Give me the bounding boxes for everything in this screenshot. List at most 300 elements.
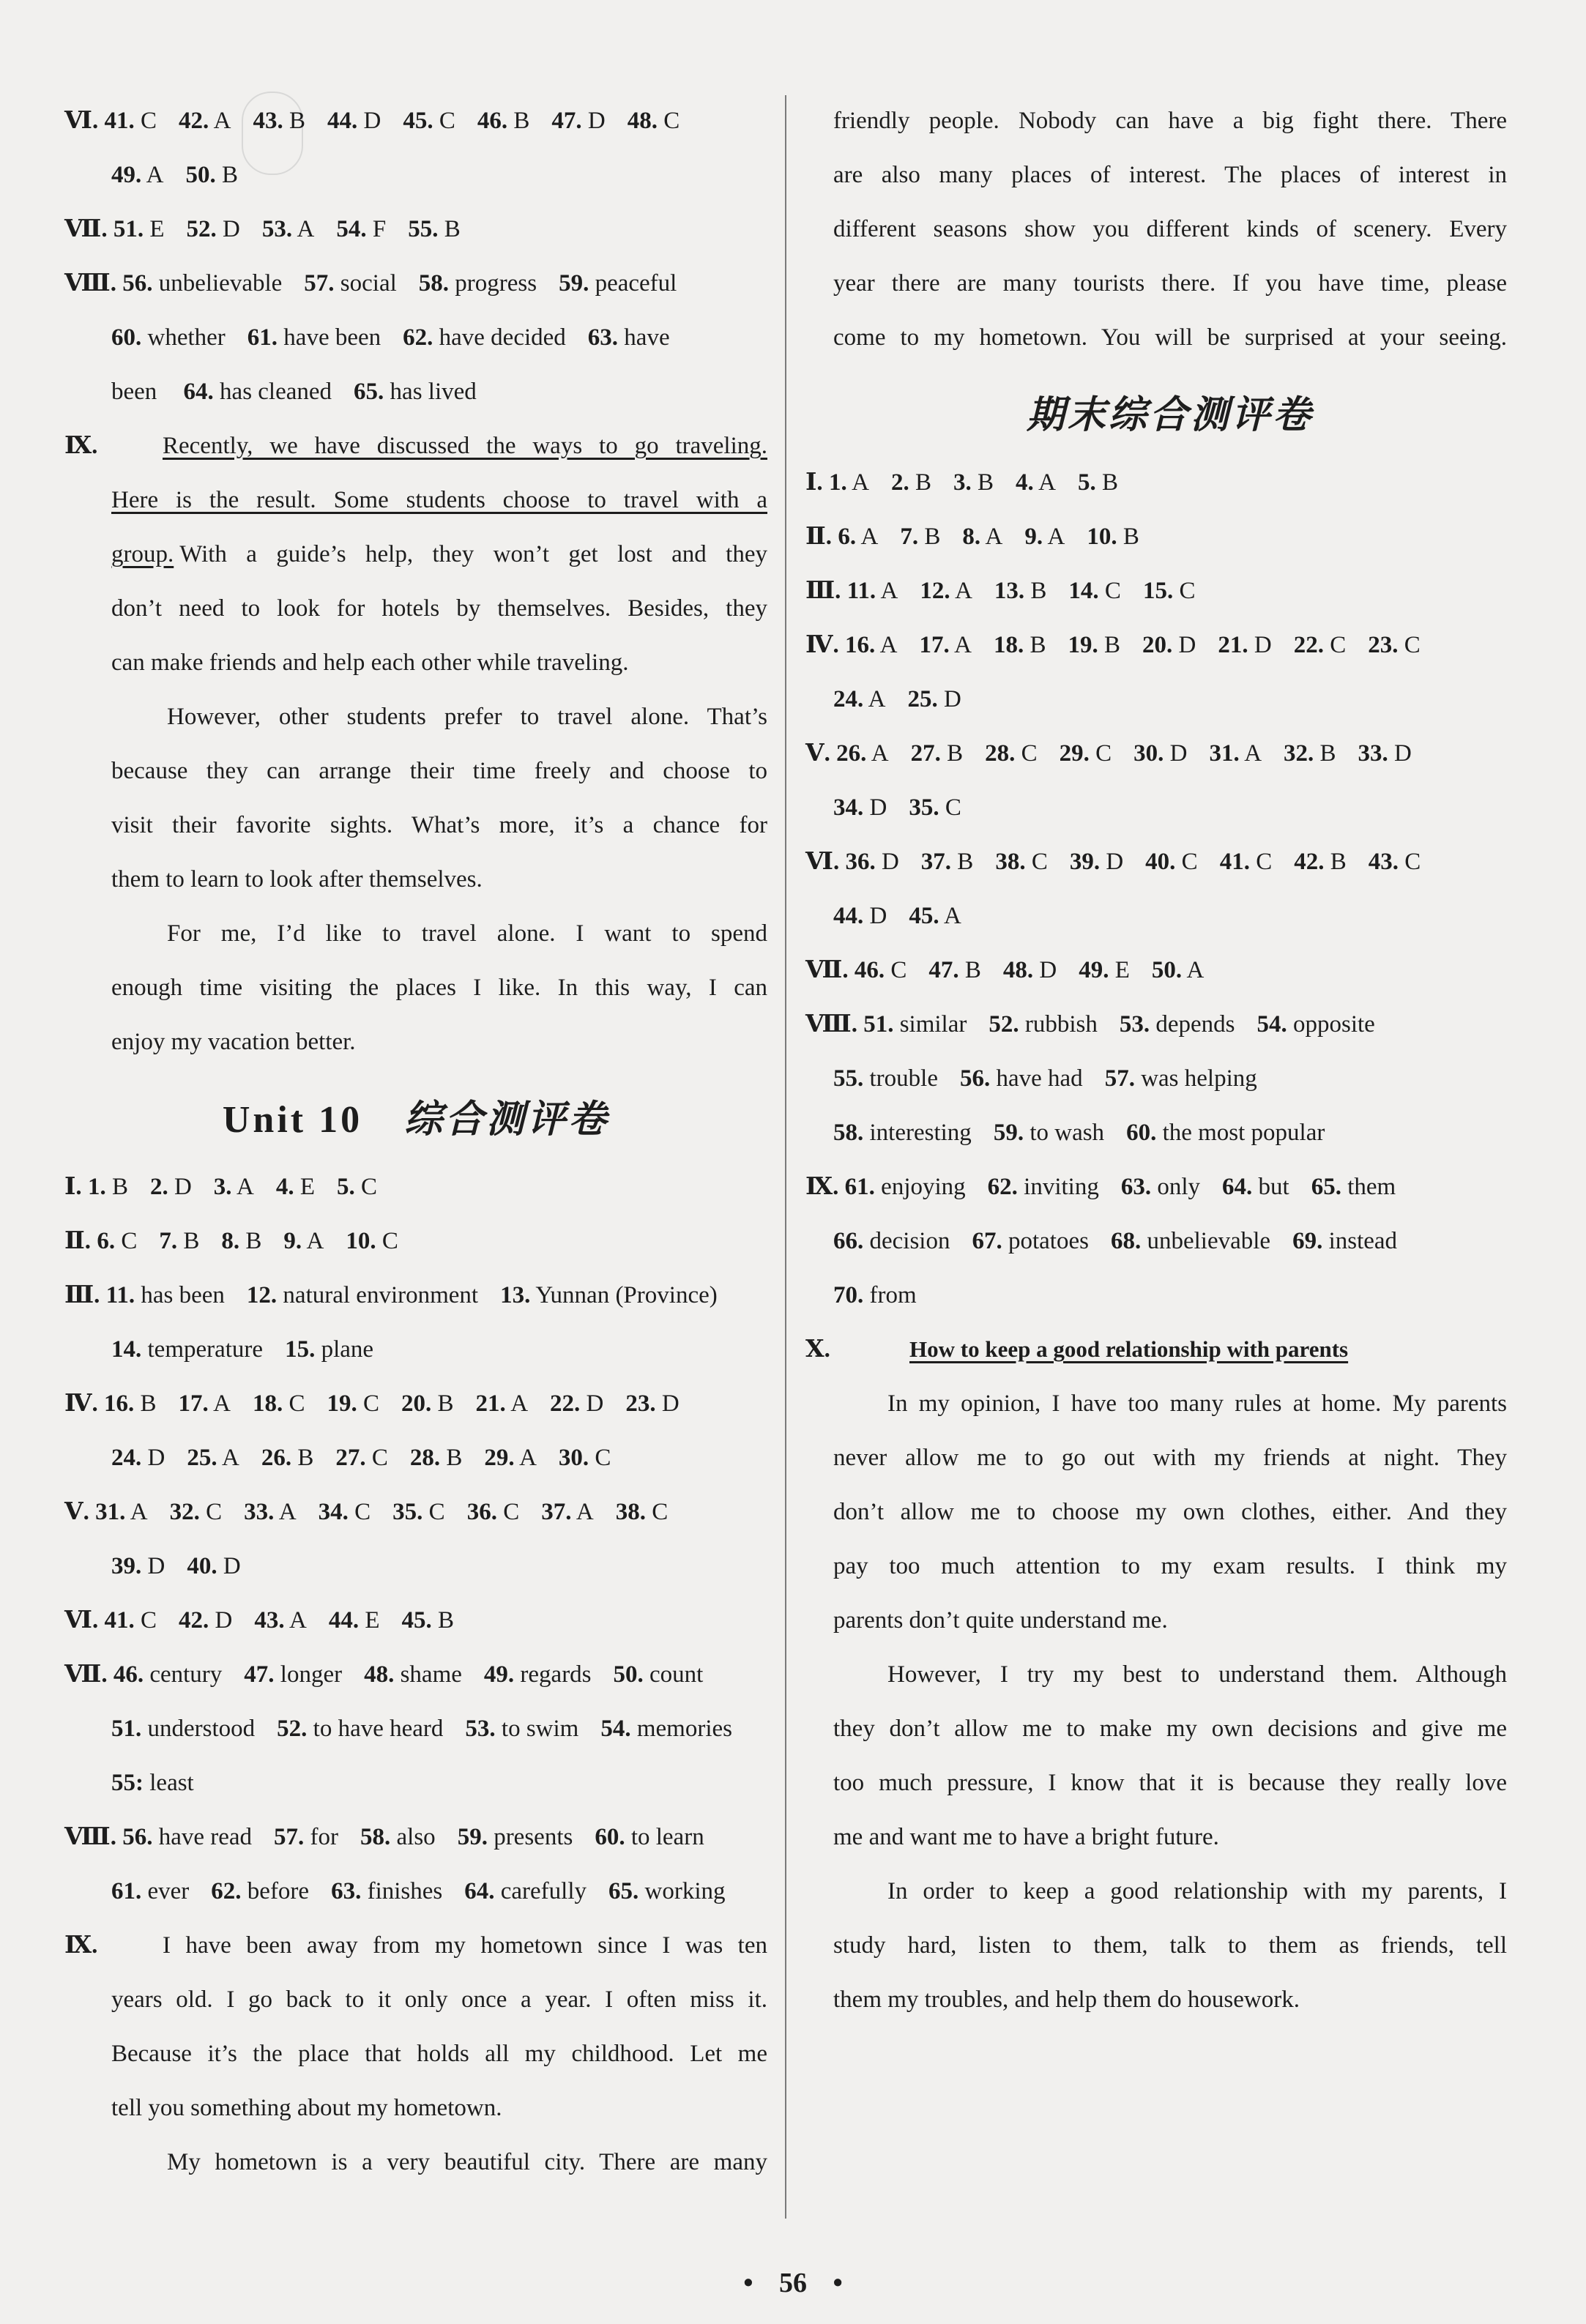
question-number: 19. <box>1068 632 1098 658</box>
answer-item <box>600 1716 732 1742</box>
question-number: 39. <box>111 1553 142 1579</box>
answer-value: B <box>105 1174 128 1200</box>
question-number: 25. <box>907 686 938 712</box>
question-number: 24. <box>111 1445 142 1471</box>
answer-list <box>113 1661 726 1688</box>
unit-section-4-line-1 <box>64 1377 767 1431</box>
answer-item <box>847 578 898 604</box>
question-number: 40. <box>1145 849 1176 875</box>
answer-value: D <box>580 1390 604 1417</box>
answer-item <box>838 524 878 550</box>
answer-item <box>994 632 1046 658</box>
unit-subtitle: 综合测评卷 <box>404 1098 610 1141</box>
answer-item <box>247 1282 478 1308</box>
question-number: 32. <box>1284 740 1314 767</box>
answer-item <box>921 849 974 875</box>
answer-item <box>909 903 961 929</box>
answer-value: A <box>141 162 164 188</box>
section-8-line-3 <box>64 365 767 419</box>
question-number: 16. <box>103 1390 135 1417</box>
answer-value: A <box>876 578 898 604</box>
answer-value: to wash <box>1024 1120 1105 1146</box>
answer-value: have read <box>152 1824 253 1850</box>
answer-item <box>329 1607 380 1634</box>
question-number: 65. <box>354 379 384 405</box>
final-section-5-line-1 <box>805 726 1507 781</box>
answer-value: unbelievable <box>1141 1228 1271 1254</box>
answer-item <box>911 740 964 767</box>
question-number: 42. <box>1294 849 1325 875</box>
answer-list <box>111 1716 754 1742</box>
answer-value: B <box>134 1390 157 1417</box>
answer-item <box>484 1661 592 1688</box>
answer-list <box>863 1011 1397 1038</box>
question-number: 53. <box>465 1716 496 1742</box>
unit-section-7-line-2 <box>64 1702 767 1756</box>
answer-value: B <box>1314 740 1336 767</box>
answer-item <box>616 1499 669 1525</box>
section-number: Ⅶ. <box>805 957 849 983</box>
answer-item <box>88 1174 128 1200</box>
section-number: Ⅰ. <box>64 1174 82 1200</box>
answer-value: C <box>422 1499 445 1525</box>
essay-line-mixed <box>64 527 767 581</box>
answer-value: D <box>141 1445 165 1471</box>
answer-value: C <box>1098 578 1121 604</box>
answer-value: C <box>1173 578 1196 604</box>
question-number: 33. <box>1358 740 1388 767</box>
question-number: 3. <box>213 1174 232 1200</box>
question-number: 14. <box>1068 578 1099 604</box>
answer-item <box>1311 1174 1396 1200</box>
answer-item <box>458 1824 573 1850</box>
answer-value: memories <box>630 1716 732 1742</box>
answer-value: A <box>292 216 315 242</box>
unit-section-9-essay-line-1 <box>64 1918 767 1973</box>
answer-value: C <box>939 794 961 821</box>
final-section-9-line-1 <box>805 1160 1507 1214</box>
answer-item <box>891 469 931 496</box>
section-7-line-1 <box>64 202 767 256</box>
answer-list <box>847 578 1218 604</box>
section-number: Ⅸ. <box>805 1174 839 1200</box>
answer-value: B <box>438 216 461 242</box>
answer-value: the most popular <box>1156 1120 1325 1146</box>
answer-item <box>1087 524 1139 550</box>
question-number: 70. <box>833 1282 864 1308</box>
answer-item <box>104 1607 157 1634</box>
answer-item <box>319 1499 371 1525</box>
question-number: 49. <box>483 1661 515 1688</box>
question-number: 52. <box>186 216 217 242</box>
essay-text: In order to keep a good relationship with my parents, I <box>887 1878 1507 1904</box>
answer-item <box>1070 849 1123 875</box>
question-number: 17. <box>178 1390 209 1417</box>
answer-list <box>833 1228 1419 1254</box>
answer-value: A <box>949 632 972 658</box>
answer-item <box>111 1553 165 1579</box>
section-number: Ⅲ. <box>64 1282 100 1308</box>
answer-list <box>829 469 1140 496</box>
page-number-dot-right: • <box>833 2268 843 2298</box>
answer-value: progress <box>449 270 537 297</box>
answer-item <box>972 1228 1088 1254</box>
answer-value: D <box>1164 740 1188 767</box>
essay-text: However, I try my best to understand them. Although <box>887 1661 1507 1688</box>
answer-item <box>1121 1174 1200 1200</box>
answer-list <box>122 270 699 297</box>
answer-item <box>995 849 1048 875</box>
question-number: 20. <box>1142 632 1173 658</box>
question-number: 60. <box>1126 1120 1157 1146</box>
question-number: 54. <box>600 1716 631 1742</box>
right-column <box>805 94 1507 2027</box>
answer-value: C <box>115 1228 138 1254</box>
answer-item <box>408 216 461 242</box>
answer-item <box>253 108 305 134</box>
answer-item <box>1220 849 1273 875</box>
answer-item <box>113 216 165 242</box>
answer-item <box>1003 957 1057 983</box>
essay-text: pay too much attention to my exam results. I think my <box>833 1553 1507 1579</box>
unit-section-3-line-1 <box>64 1268 767 1322</box>
answer-item <box>187 1553 240 1579</box>
answer-item <box>1284 740 1336 767</box>
answer-value: have <box>618 324 670 351</box>
answer-value: A <box>208 1390 231 1417</box>
essay-text: For me, I’d like to travel alone. I want to spend <box>167 920 767 947</box>
answer-value: B <box>1098 632 1121 658</box>
question-number: 10. <box>1087 524 1117 550</box>
essay-text: them my troubles, and help them do housework. <box>833 1986 1300 2013</box>
final-section-3 <box>805 564 1507 618</box>
section-number: Ⅸ. <box>64 1932 98 1959</box>
unit-section-8-line-1 <box>64 1810 767 1864</box>
answer-item <box>1024 524 1065 550</box>
answer-value: working <box>639 1878 726 1904</box>
question-number: 65. <box>1311 1174 1341 1200</box>
answer-value: B <box>951 849 974 875</box>
answer-item <box>178 1390 231 1417</box>
answer-value: B <box>1117 524 1139 550</box>
answer-item <box>97 1228 137 1254</box>
question-number: 56. <box>959 1065 991 1092</box>
final-section-7 <box>805 943 1507 997</box>
question-number: 23. <box>625 1390 656 1417</box>
unit-section-1 <box>64 1160 767 1214</box>
final-exam-title: 期末综合测评卷 <box>1026 393 1314 437</box>
answer-item <box>187 216 240 242</box>
question-number: 41. <box>104 108 135 134</box>
answer-value: finishes <box>361 1878 443 1904</box>
answer-value: C <box>1398 632 1421 658</box>
answer-value: D <box>937 686 961 712</box>
essay-text: parents don’t quite understand me. <box>833 1607 1168 1634</box>
answer-item <box>900 524 940 550</box>
final-section-9-line-2 <box>833 1214 1507 1268</box>
question-number: 26. <box>261 1445 292 1471</box>
answer-item <box>274 1824 338 1850</box>
question-number: 50. <box>185 162 216 188</box>
question-number: 6. <box>838 524 857 550</box>
answer-item <box>500 1282 718 1308</box>
question-number: 31. <box>95 1499 126 1525</box>
answer-value: D <box>1100 849 1124 875</box>
question-number: 9. <box>1024 524 1043 550</box>
answer-item <box>150 1174 192 1200</box>
final-section-8-line-1 <box>805 997 1507 1051</box>
answer-value: B <box>940 740 964 767</box>
answer-item <box>1068 578 1121 604</box>
question-number: 57. <box>274 1824 305 1850</box>
essay-text: never allow me to go out with my friends at night. They <box>833 1445 1507 1471</box>
answer-item <box>354 379 477 405</box>
question-number: 45. <box>403 108 433 134</box>
question-number: 48. <box>364 1661 395 1688</box>
question-number: 57. <box>304 270 335 297</box>
answer-item <box>1222 1174 1289 1200</box>
answer-item <box>1068 632 1121 658</box>
question-number: 44. <box>833 903 864 929</box>
essay-text: because they can arrange their time freely and choose to <box>111 758 767 784</box>
answer-value: B <box>1095 469 1119 496</box>
answer-item <box>833 1282 917 1308</box>
answer-item <box>283 1228 324 1254</box>
question-number: 12. <box>920 578 950 604</box>
answer-item <box>1358 740 1412 767</box>
section-number: Ⅳ. <box>805 632 839 658</box>
answer-item <box>401 1390 454 1417</box>
answer-list <box>111 1553 263 1579</box>
answer-value: inviting <box>1017 1174 1099 1200</box>
answer-item <box>276 1174 315 1200</box>
answer-value: C <box>1025 849 1048 875</box>
answer-value: C <box>354 1174 377 1200</box>
question-number: 58. <box>360 1824 391 1850</box>
answer-item <box>989 1011 1098 1038</box>
question-number: 40. <box>187 1553 217 1579</box>
answer-value: before <box>241 1878 310 1904</box>
answer-value: shame <box>394 1661 462 1688</box>
answer-item <box>122 1824 252 1850</box>
section-number: Ⅷ. <box>805 1011 857 1038</box>
final-section-9-line-3 <box>833 1268 1507 1322</box>
question-number: 35. <box>392 1499 423 1525</box>
answer-item <box>1218 632 1271 658</box>
answer-value: A <box>863 686 886 712</box>
answer-value: B <box>909 469 931 496</box>
answer-value: D <box>1248 632 1272 658</box>
answer-item <box>277 1716 443 1742</box>
answer-item <box>346 1228 398 1254</box>
answer-value: B <box>431 1607 455 1634</box>
answer-list <box>838 524 1161 550</box>
section-8-line-1 <box>64 256 767 310</box>
answer-item <box>1152 957 1205 983</box>
question-number: 44. <box>327 108 358 134</box>
answer-item <box>988 1174 1099 1200</box>
section-6-line-2 <box>64 148 767 202</box>
question-number: 29. <box>484 1445 515 1471</box>
answer-value: similar <box>893 1011 967 1038</box>
answer-item <box>254 1607 307 1634</box>
answer-value: C <box>1398 849 1421 875</box>
answer-item <box>221 1228 261 1254</box>
essay-text: I have been away from my hometown since I was ten <box>163 1932 767 1959</box>
answer-value: has cleaned <box>213 379 332 405</box>
answer-value: decision <box>863 1228 950 1254</box>
answer-item <box>304 270 396 297</box>
answer-value: B <box>215 162 239 188</box>
answer-value: unbelievable <box>152 270 283 297</box>
answer-item <box>244 1499 297 1525</box>
answer-value: D <box>875 849 899 875</box>
answer-value: natural environment <box>277 1282 479 1308</box>
answer-value: C <box>357 1390 380 1417</box>
answer-value: D <box>1033 957 1057 983</box>
section-number: Ⅵ. <box>64 108 99 134</box>
answer-value: to have heard <box>307 1716 444 1742</box>
answer-value: potatoes <box>1002 1228 1089 1254</box>
final-section-8-line-3 <box>833 1106 1507 1160</box>
section-number: Ⅷ. <box>64 270 116 297</box>
answer-list <box>106 1282 740 1308</box>
answer-item <box>159 1228 199 1254</box>
final-section-8-line-2 <box>833 1051 1507 1106</box>
answer-list <box>836 740 1434 767</box>
section-6-line-1 <box>64 94 767 148</box>
answer-value: has been <box>135 1282 225 1308</box>
answer-item <box>1126 1120 1325 1146</box>
essay-text: However, other students prefer to travel alone. That’s <box>167 704 767 730</box>
question-number: 64. <box>464 1878 495 1904</box>
answer-list <box>833 686 983 712</box>
answer-value: have decided <box>433 324 566 351</box>
final-section-6-line-2 <box>833 889 1507 943</box>
question-number: 4. <box>1015 469 1034 496</box>
answer-value: B <box>958 957 981 983</box>
answer-item <box>1143 578 1196 604</box>
question-number: 41. <box>1219 849 1250 875</box>
question-number: 3. <box>953 469 972 496</box>
answer-item <box>845 849 898 875</box>
answer-value: C <box>348 1499 371 1525</box>
final-section-1 <box>805 455 1507 510</box>
answer-item <box>1369 849 1421 875</box>
answer-list <box>104 1607 476 1634</box>
question-number: 9. <box>283 1228 302 1254</box>
answer-value: count <box>643 1661 704 1688</box>
final-section-2 <box>805 510 1507 564</box>
question-number: 47. <box>551 108 582 134</box>
question-number: 62. <box>987 1174 1018 1200</box>
answer-list <box>104 1390 701 1417</box>
answer-list <box>845 632 1442 658</box>
answer-item <box>962 524 1002 550</box>
question-number: 32. <box>169 1499 200 1525</box>
answer-item <box>247 324 381 351</box>
answer-item <box>1105 1065 1257 1092</box>
answer-item <box>331 1878 442 1904</box>
answer-value: A <box>875 632 898 658</box>
answer-list <box>111 1878 748 1904</box>
answer-item <box>855 957 907 983</box>
answer-value: social <box>334 270 397 297</box>
question-number: 8. <box>962 524 981 550</box>
answer-item <box>625 1390 679 1417</box>
question-number: 34. <box>833 794 864 821</box>
answer-item <box>104 1390 157 1417</box>
answer-value: presents <box>487 1824 573 1850</box>
answer-item <box>833 903 887 929</box>
question-number: 15. <box>1142 578 1174 604</box>
answer-value: whether <box>141 324 226 351</box>
answer-value: D <box>863 794 887 821</box>
question-number: 51. <box>113 216 144 242</box>
answer-continuation: been <box>111 379 157 405</box>
answer-item <box>113 1661 222 1688</box>
question-number: 68. <box>1110 1228 1142 1254</box>
section-number: Ⅵ. <box>805 849 840 875</box>
unit-section-3-line-2 <box>64 1322 767 1377</box>
question-number: 34. <box>318 1499 349 1525</box>
answer-value: rubbish <box>1019 1011 1098 1038</box>
answer-value: B <box>1024 632 1046 658</box>
answer-value: longer <box>274 1661 343 1688</box>
answer-value: C <box>283 1390 305 1417</box>
answer-item <box>833 1065 938 1092</box>
answer-item <box>111 1716 255 1742</box>
answer-value: C <box>134 1607 157 1634</box>
answer-item <box>1133 740 1187 767</box>
answer-item <box>985 740 1038 767</box>
question-number: 18. <box>993 632 1024 658</box>
answer-value: interesting <box>863 1120 972 1146</box>
question-number: 22. <box>550 1390 581 1417</box>
question-number: 37. <box>920 849 952 875</box>
answer-item <box>327 108 381 134</box>
question-number: 61. <box>844 1174 875 1200</box>
answer-value: A <box>1239 740 1262 767</box>
answer-item <box>184 379 332 405</box>
question-number: 58. <box>833 1120 864 1146</box>
answer-value: A <box>856 524 879 550</box>
answer-item <box>337 1174 377 1200</box>
answer-value: have been <box>278 324 381 351</box>
answer-value: plane <box>315 1336 374 1363</box>
answer-value: peaceful <box>589 270 677 297</box>
answer-value: A <box>125 1499 148 1525</box>
question-number: 38. <box>615 1499 646 1525</box>
question-number: 18. <box>252 1390 283 1417</box>
section-number: Ⅰ. <box>805 469 823 496</box>
answer-item <box>186 162 239 188</box>
answer-item <box>111 1445 165 1471</box>
question-number: 54. <box>1256 1011 1287 1038</box>
answer-list <box>111 324 692 351</box>
answer-value: C <box>365 1445 388 1471</box>
answer-value: D <box>168 1174 192 1200</box>
answer-item <box>285 1336 373 1363</box>
answer-value: A <box>231 1174 254 1200</box>
answer-value: A <box>950 578 972 604</box>
question-number: 16. <box>844 632 876 658</box>
question-number: 42. <box>178 1607 209 1634</box>
essay-text: Here is the result. Some students choose to travel with a <box>111 487 767 513</box>
answer-value: E <box>1109 957 1130 983</box>
section-9-essay-line-1 <box>64 419 767 473</box>
question-number: 38. <box>995 849 1026 875</box>
